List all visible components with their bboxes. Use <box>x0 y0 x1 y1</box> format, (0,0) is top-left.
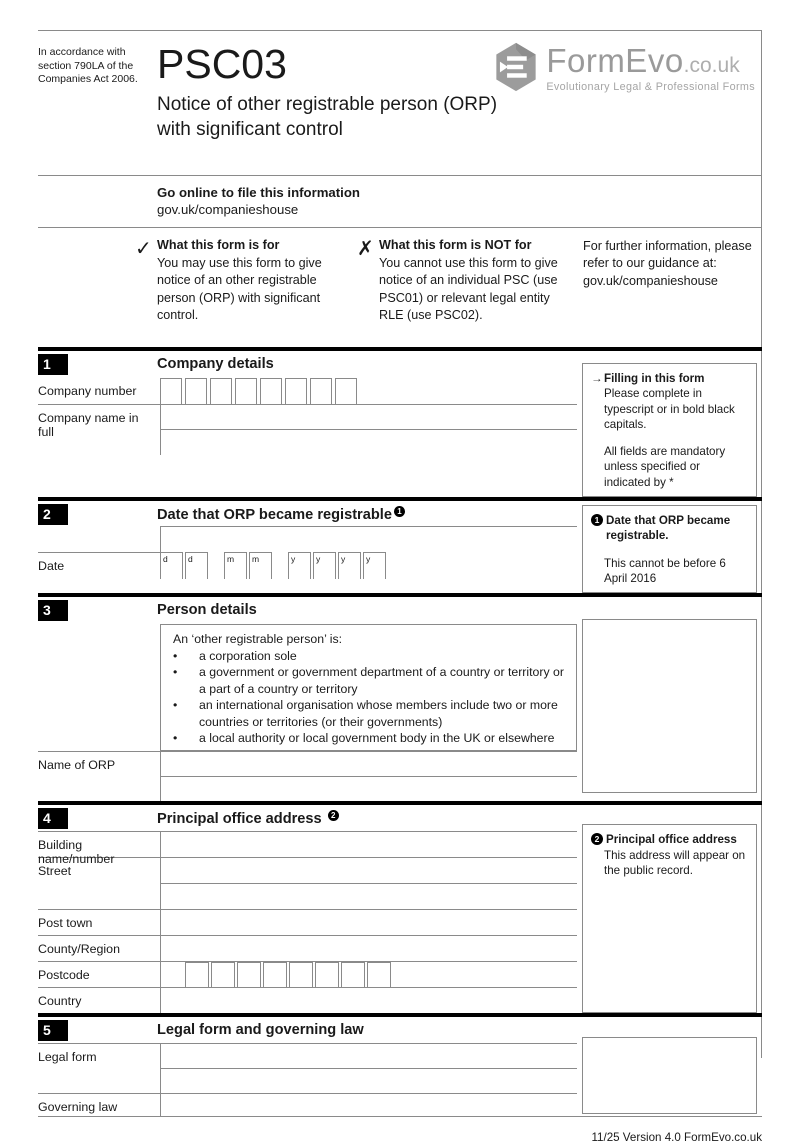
company-name-label: Company name in full <box>38 411 139 439</box>
footnote-ref-1: 1 <box>394 506 405 517</box>
purpose-not-for-heading: What this form is NOT for <box>379 238 532 252</box>
footnote-marker-2: 2 <box>591 833 603 845</box>
postcode-cell[interactable] <box>289 962 313 987</box>
logo-domain: .co.uk <box>683 54 740 77</box>
orp-bullet-3: • an international organisation whose members include two or more countries or territories (or their governments) <box>173 698 558 729</box>
postcode-label: Postcode <box>38 968 90 983</box>
sidebar-note-date-registrable <box>582 505 757 593</box>
building-row <box>38 831 577 867</box>
post-town-field[interactable] <box>160 910 577 935</box>
county-region-label: County/Region <box>38 942 120 957</box>
street-row-1 <box>38 857 577 883</box>
governing-law-label: Governing law <box>38 1100 118 1115</box>
section-title: Company details <box>157 356 274 372</box>
country-label: Country <box>38 994 82 1009</box>
street-field-line-2[interactable] <box>160 883 577 909</box>
filling-body-2: All fields are mandatory unless specified or indicated by * <box>604 445 726 489</box>
go-online-heading: Go online to file this information <box>157 185 360 200</box>
section-title: Legal form and governing law <box>157 1022 364 1039</box>
date-year-cell[interactable]: y <box>288 552 311 579</box>
sidebar-note-filling-in-this-form <box>582 363 757 497</box>
orp-name-row-1 <box>38 751 577 776</box>
section-number-badge: 4 <box>38 808 68 829</box>
footnote-marker-1: 1 <box>591 514 603 526</box>
company-number-field[interactable] <box>160 378 577 404</box>
filling-heading: Filling in this form <box>604 372 705 385</box>
purpose-for-body: You may use this form to give notice of an other registrable person (ORP) with significant control. <box>157 256 322 323</box>
legal-form-field-line-1[interactable] <box>160 1044 577 1068</box>
orp-name-label: Name of ORP <box>38 758 116 773</box>
post-town-row <box>38 909 577 935</box>
date-month-cell[interactable]: m <box>249 552 272 579</box>
date-cells[interactable] <box>160 552 577 579</box>
section-date-registrable <box>38 497 762 593</box>
company-number-cell[interactable] <box>260 378 282 404</box>
section-principal-office-address <box>38 801 762 1013</box>
postcode-cell[interactable] <box>237 962 261 987</box>
governing-law-row <box>38 1093 577 1116</box>
county-region-row <box>38 935 577 961</box>
note2-heading: Principal office address <box>606 833 737 847</box>
section-legal-form <box>38 1013 762 1116</box>
date-year-cell[interactable]: y <box>363 552 386 579</box>
date-row <box>38 552 577 579</box>
statute-note: In accordance with section 790LA of the Companies Act 2006. <box>38 46 138 86</box>
purpose-for-heading: What this form is for <box>157 238 280 252</box>
company-name-field-line-2[interactable] <box>160 429 577 455</box>
sidebar-note-principal-office <box>582 824 757 1013</box>
note1-body: This cannot be before 6 April 2016 <box>604 556 726 585</box>
filling-body-1: Please complete in typescript or in bold black capitals. <box>604 387 735 431</box>
footnote-ref-2: 2 <box>328 810 339 821</box>
orp-bullet-2: • a government or government department of a country or territory or a part of a country or territory <box>173 665 564 696</box>
orp-definition-box <box>160 624 577 751</box>
orp-name-row-2 <box>38 776 577 801</box>
date-month-cell[interactable]: m <box>224 552 247 579</box>
country-field[interactable] <box>160 988 577 1013</box>
formevo-logo-text <box>546 42 755 93</box>
date-day-cell[interactable]: d <box>185 552 208 579</box>
company-number-row <box>38 378 577 404</box>
form-title <box>157 92 762 142</box>
purpose-not-for-column <box>357 238 577 347</box>
further-info-text: For further information, please refer to our guidance at: <box>583 239 752 271</box>
go-online-url: gov.uk/companieshouse <box>157 202 299 217</box>
company-number-cell[interactable] <box>335 378 357 404</box>
section-number-badge: 2 <box>38 504 68 525</box>
street-row-2 <box>38 883 577 909</box>
section-company-details <box>38 347 762 497</box>
section-title: Principal office address 2 <box>157 808 339 827</box>
logo-tagline: Evolutionary Legal & Professional Forms <box>546 81 755 93</box>
post-town-label: Post town <box>38 916 93 931</box>
orp-name-field-line-2[interactable] <box>160 776 577 801</box>
company-name-row-1 <box>38 404 577 439</box>
date-label: Date <box>38 552 160 579</box>
cross-icon: ✗ <box>357 238 374 260</box>
orp-bullet-4: • a local authority or local government body in the UK or elsewhere <box>173 731 555 746</box>
sidebar-empty-box <box>582 1037 757 1114</box>
further-info-url: gov.uk/companieshouse <box>583 273 718 288</box>
masthead <box>38 31 762 175</box>
postcode-cell[interactable] <box>263 962 287 987</box>
company-number-label: Company number <box>38 384 137 398</box>
orp-bullet-1: • a corporation sole <box>173 648 297 663</box>
orp-definition-intro: An ‘other registrable person’ is: <box>173 632 343 647</box>
check-icon: ✓ <box>135 238 152 260</box>
section-number-badge: 1 <box>38 354 68 375</box>
company-number-cell[interactable] <box>310 378 332 404</box>
company-name-row-2 <box>38 429 577 455</box>
legal-form-field-line-2[interactable] <box>160 1068 577 1093</box>
further-info-column <box>583 238 759 347</box>
company-number-cell[interactable] <box>235 378 257 404</box>
go-online-block <box>38 176 762 227</box>
form-title-line-1: Notice of other registrable person (ORP) <box>157 94 498 115</box>
postcode-cell[interactable] <box>185 962 209 987</box>
date-day-cell[interactable]: d <box>160 552 183 579</box>
postcode-cell[interactable] <box>211 962 235 987</box>
purpose-block <box>38 228 762 347</box>
purpose-not-for-body: You cannot use this form to give notice of an individual PSC (use PSC01) or relevant legal entity RLE (use PSC02). <box>379 256 558 323</box>
county-region-field[interactable] <box>160 936 577 961</box>
section-title: Person details <box>157 602 257 619</box>
company-number-cell[interactable] <box>185 378 207 404</box>
logo-brand: FormEvo <box>546 42 684 79</box>
section-number-badge: 5 <box>38 1020 68 1041</box>
postcode-cell[interactable] <box>341 962 365 987</box>
sidebar-empty-box <box>582 619 757 793</box>
company-number-cell[interactable] <box>285 378 307 404</box>
purpose-for-column <box>135 238 357 347</box>
section-number-badge: 3 <box>38 600 68 621</box>
country-row <box>38 987 577 1013</box>
date-field-area[interactable] <box>160 526 577 552</box>
postcode-row <box>38 961 577 987</box>
legal-form-label: Legal form <box>38 1050 97 1065</box>
date-year-cell[interactable]: y <box>313 552 336 579</box>
legal-form-row-1 <box>38 1043 577 1068</box>
note2-body: This address will appear on the public record. <box>604 848 746 877</box>
building-field[interactable] <box>160 832 577 857</box>
footer-version-text: 11/25 Version 4.0 FormEvo.co.uk <box>591 1131 762 1144</box>
street-field-line-1[interactable] <box>160 858 577 883</box>
section-person-details <box>38 593 762 801</box>
date-field-strip <box>38 526 577 552</box>
company-number-cell[interactable] <box>160 378 182 404</box>
formevo-logo <box>493 42 755 93</box>
form-code: PSC03 <box>157 41 287 87</box>
governing-law-field[interactable] <box>160 1094 577 1116</box>
form-title-line-2: with significant control <box>157 119 343 141</box>
street-label: Street <box>38 864 72 879</box>
legal-form-row-2 <box>38 1068 577 1093</box>
formevo-hexagon-icon <box>493 42 539 92</box>
postcode-field[interactable] <box>160 962 577 987</box>
arrow-icon: → <box>591 372 603 385</box>
date-year-cell[interactable]: y <box>338 552 361 579</box>
orp-name-field-line-1[interactable] <box>160 752 577 776</box>
postcode-cell[interactable] <box>315 962 339 987</box>
section-title: Date that ORP became registrable 1 <box>157 504 405 523</box>
building-label: Building name/number <box>38 838 115 867</box>
note1-heading: Date that ORP became registrable. <box>606 514 731 543</box>
company-name-field-line-1[interactable] <box>160 405 577 429</box>
orp-definition-row <box>38 624 577 751</box>
postcode-cell[interactable] <box>367 962 391 987</box>
company-number-cell[interactable] <box>210 378 232 404</box>
